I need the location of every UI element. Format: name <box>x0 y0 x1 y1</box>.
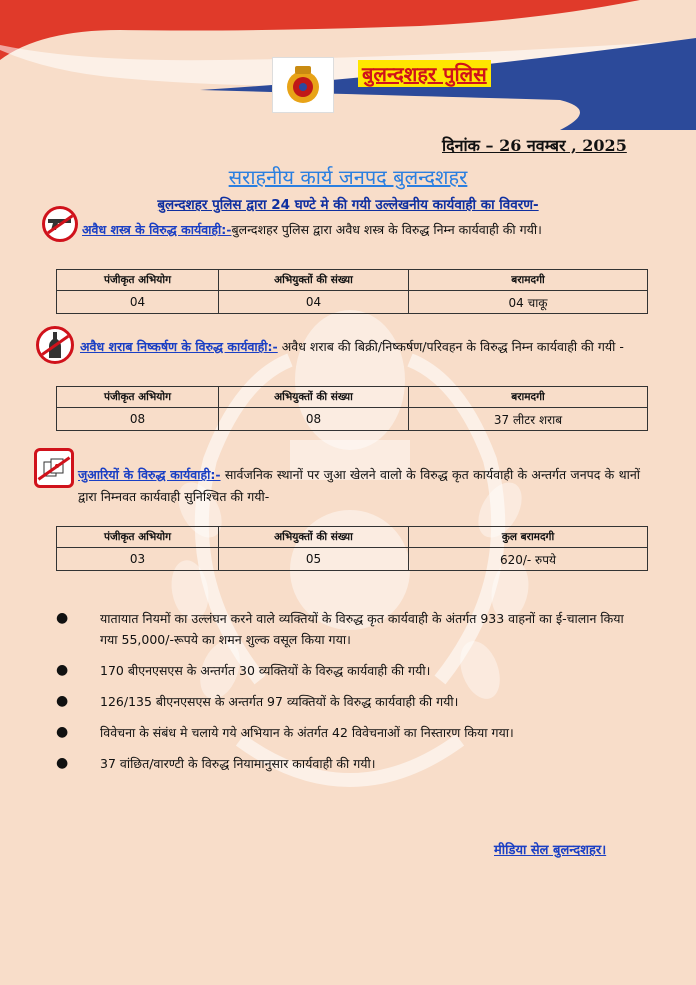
bullet-icon: ● <box>56 610 69 626</box>
list-item: ● 37 वांछित/वारण्टी के विरुद्ध नियामानुसार कार्यवाही की गयी। <box>56 753 640 774</box>
col-header: कुल बरामदगी <box>409 527 648 548</box>
section-arms-heading: अवैध शस्त्र के विरुद्ध कार्यवाही:- <box>82 222 232 237</box>
police-badge-icon <box>280 62 326 108</box>
section-liquor-heading: अवैध शराब निष्कर्षण के विरुद्ध कार्यवाही:- <box>80 339 278 354</box>
list-item: ● 126/135 बीएनएसएस के अन्तर्गत 97 व्यक्तियों के विरुद्ध कार्यवाही की गयी। <box>56 691 640 712</box>
table-cell: 04 चाकू <box>409 291 648 314</box>
no-gambling-icon <box>34 448 74 488</box>
table-cell: 04 <box>57 291 219 314</box>
list-item: ● 170 बीएनएसएस के अन्तर्गत 30 व्यक्तियों के विरुद्ध कार्यवाही की गयी। <box>56 660 640 681</box>
bullet-icon: ● <box>56 662 69 678</box>
table-cell: 620/- रुपये <box>409 548 648 571</box>
bullet-icon: ● <box>56 755 69 771</box>
brand-title: बुलन्दशहर पुलिस <box>358 60 491 87</box>
col-header: अभियुक्तों की संख्या <box>219 270 409 291</box>
table-cell: 05 <box>219 548 409 571</box>
no-liquor-icon <box>36 326 74 364</box>
section-liquor-text: अवैध शराब निष्कर्षण के विरुद्ध कार्यवाही:- अवैध शराब की बिक्री/निष्कर्षण/परिवहन के विरुद्ध निम्न कार्यवाही की गयी - <box>80 339 624 354</box>
header-banner <box>0 0 696 130</box>
no-gun-icon <box>42 206 78 242</box>
list-item: ● विवेचना के संबंध मे चलाये गये अभियान के अंतर्गत 42 विवेचनाओं का निस्तारण किया गया। <box>56 722 640 743</box>
list-item: ● यातायात नियमों का उल्लंघन करने वाले व्यक्तियों के विरुद्ध कृत कार्यवाही के अंतर्गत 933 वाहनों का ई-चालान किया गया 55,000/-रूपये का शमन शुल्क वसूल किया गया। <box>56 610 624 647</box>
media-cell-signature: मीडिया सेल बुलन्दशहर। <box>494 843 607 858</box>
section-arms-text: अवैध शस्त्र के विरुद्ध कार्यवाही:-बुलन्दशहर पुलिस द्वारा अवैध शस्त्र के विरुद्ध निम्न कार्यवाही की गयी। <box>82 222 542 237</box>
bullet-icon: ● <box>56 724 69 740</box>
table-cell: 03 <box>57 548 219 571</box>
col-header: पंजीकृत अभियोग <box>57 527 219 548</box>
page-subtitle: बुलन्दशहर पुलिस द्वारा 24 घण्टे मे की गयी उल्लेखनीय कार्यवाही का विवरण- <box>157 197 539 213</box>
col-header: अभियुक्तों की संख्या <box>219 387 409 408</box>
col-header: पंजीकृत अभियोग <box>57 270 219 291</box>
arms-table <box>56 269 648 314</box>
table-cell: 08 <box>57 408 219 431</box>
section-gambling-text: जुआरियों के विरुद्ध कार्यवाही:- सार्वजनिक स्थानों पर जुआ खेलने वालो के विरुद्ध कृत कार्यवाही के अन्तर्गत जनपद के थानों द्वारा निम्नवत कार्यवाही सुनिश्चित की गयी- <box>78 467 640 504</box>
summary-bullets <box>56 608 640 784</box>
section-gambling-heading: जुआरियों के विरुद्ध कार्यवाही:- <box>78 467 221 482</box>
up-police-logo <box>272 57 334 113</box>
col-header: अभियुक्तों की संख्या <box>219 527 409 548</box>
col-header: पंजीकृत अभियोग <box>57 387 219 408</box>
col-header: बरामदगी <box>409 387 648 408</box>
gambling-table <box>56 526 648 571</box>
bullet-icon: ● <box>56 693 69 709</box>
liquor-table <box>56 386 648 431</box>
table-cell: 04 <box>219 291 409 314</box>
table-cell: 37 लीटर शराब <box>409 408 648 431</box>
col-header: बरामदगी <box>409 270 648 291</box>
page-title: सराहनीय कार्य जनपद बुलन्दशहर <box>228 165 468 189</box>
table-cell: 08 <box>219 408 409 431</box>
report-date: दिनांक – 26 नवम्बर , 2025 <box>442 136 627 155</box>
